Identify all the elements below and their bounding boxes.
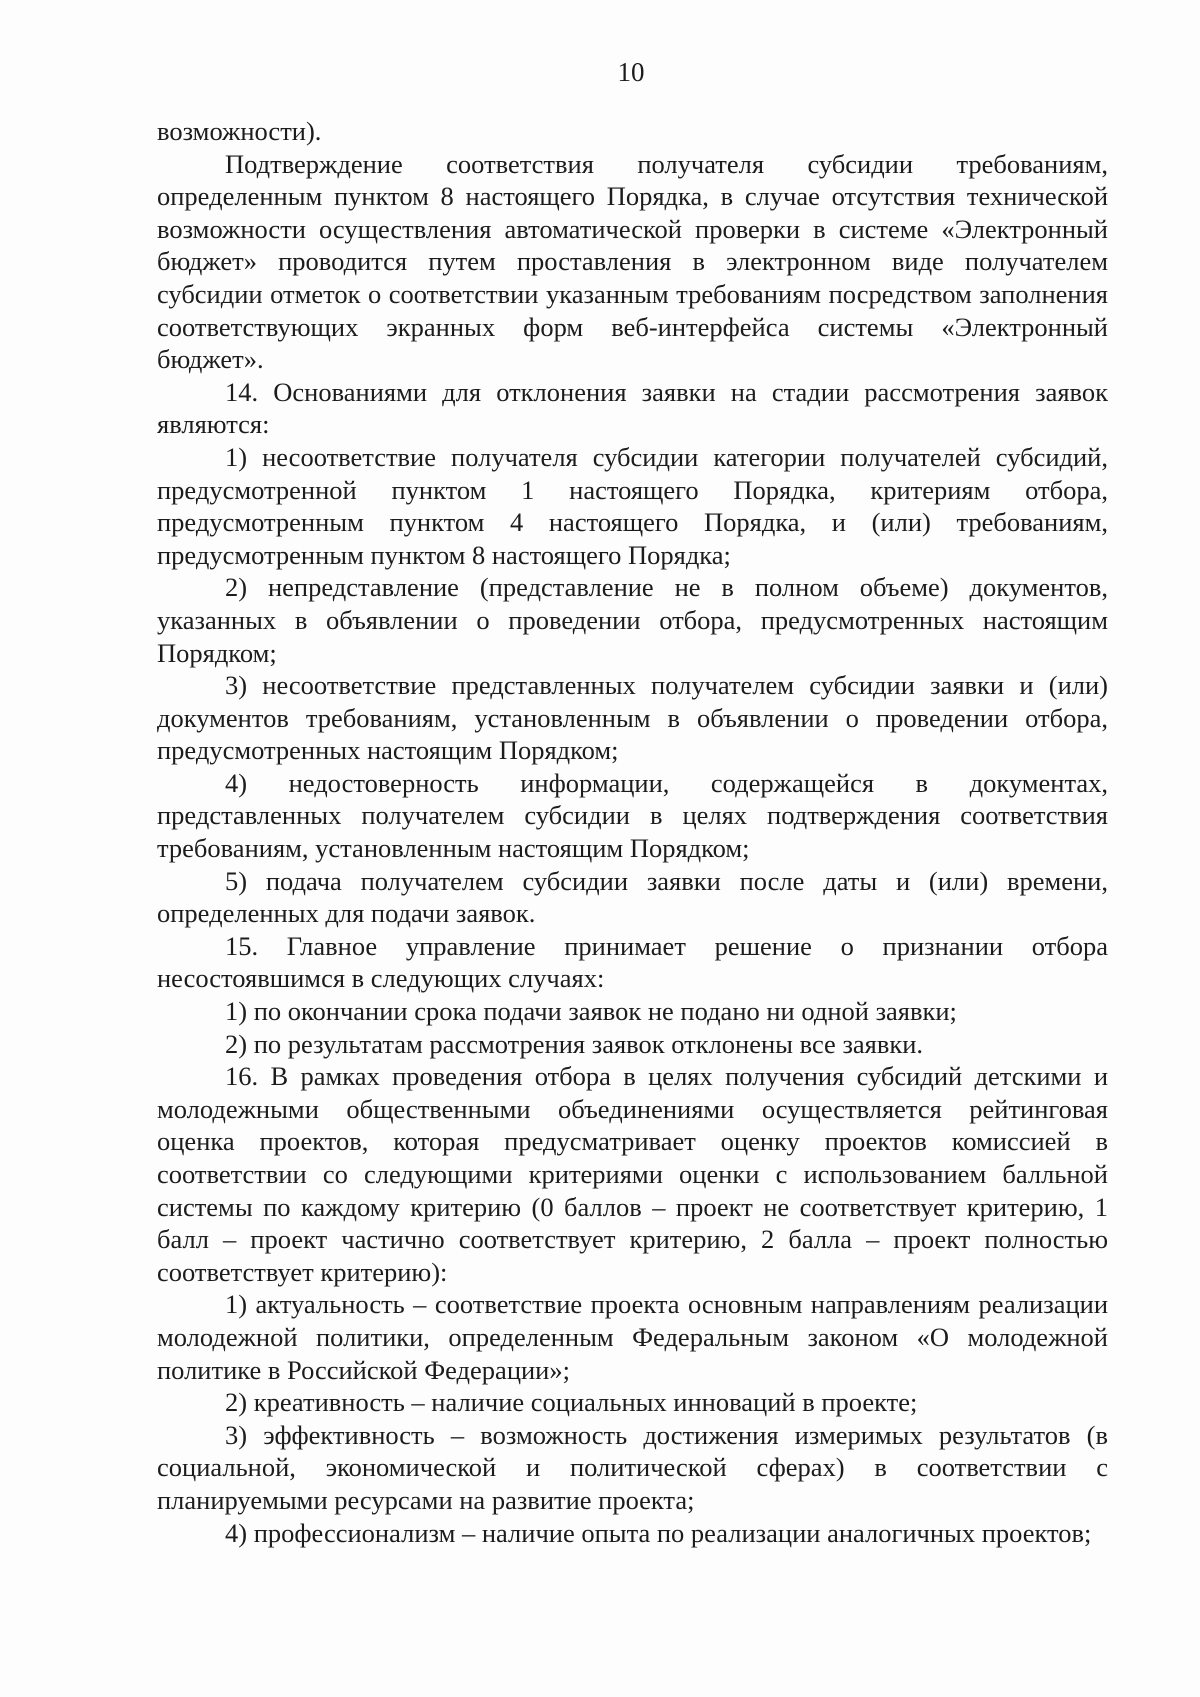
list-item: 2) по результатам рассмотрения заявок отклонены все заявки.: [225, 1028, 924, 1059]
paragraph: Подтверждение соответствия получателя субсидии требованиям, определенным пунктом 8 настоящего Порядка, в случае отсутствия технической возможности осуществления автоматической проверки в системе «Электронный бюджет» проводится путем проставления в электронном виде получателем субсидии отметок о соответствии указанным требованиям посредством заполнения соответствующих экранных форм веб-интерфейса системы «Электронный бюджет».: [157, 148, 1108, 375]
paragraph: 15. Главное управление принимает решение о признании отбора несостоявшимся в следующих случаях:: [157, 930, 1108, 994]
page-number: 10: [617, 57, 645, 87]
list-item: 1) по окончании срока подачи заявок не подано ни одной заявки;: [225, 996, 957, 1027]
paragraph: 16. В рамках проведения отбора в целях получения субсидий детскими и молодежными общественными объединениями осуществляется рейтинговая оценка проектов, которая предусматривает оценку проектов комиссией в соответствии со следующими критериями оценки с использованием балльной системы по каждому критерию (0 баллов – проект не соответствует критерию, 1 балл – проект частично соответствует критерию, 2 балла – проект полностью соответствует критерию):: [157, 1061, 1108, 1287]
list-item: 1) актуальность – соответствие проекта основным направлениям реализации молодежной политики, определенным Федеральным законом «О молодежной политике в Российской Федерации»;: [157, 1289, 1108, 1385]
list-item: 2) креативность – наличие социальных инноваций в проекте;: [225, 1387, 918, 1418]
list-item: 5) подача получателем субсидии заявки после даты и (или) времени, определенных для подачи заявок.: [157, 865, 1108, 929]
list-item: 1) несоответствие получателя субсидии категории получателей субсидий, предусмотренной пунктом 1 настоящего Порядка, критериям отбора, предусмотренным пунктом 4 настоящего Порядка, и (или) требованиям, предусмотренным пунктом 8 настоящего Порядка;: [157, 441, 1108, 570]
list-item: 3) эффективность – возможность достижения измеримых результатов (в социальной, экономической и политической сферах) в соответствии с планируемыми ресурсами на развитие проекта;: [157, 1419, 1108, 1515]
paragraph: 14. Основаниями для отклонения заявки на стадии рассмотрения заявок являются:: [157, 376, 1108, 440]
paragraph: возможности).: [157, 116, 322, 146]
list-item: 3) несоответствие представленных получателем субсидии заявки и (или) документов требованиям, установленным в объявлении о проведении отбора, предусмотренных настоящим Порядком;: [157, 670, 1108, 766]
list-item: 4) недостоверность информации, содержащейся в документах, представленных получателем субсидии в целях подтверждения соответствия требованиям, установленным настоящим Порядком;: [157, 767, 1108, 864]
list-item: 2) непредставление (представление не в полном объеме) документов, указанных в объявлении о проведении отбора, предусмотренных настоящим Порядком;: [157, 572, 1108, 668]
document-body: [157, 115, 1108, 1549]
list-item: 4) профессионализм – наличие опыта по реализации аналогичных проектов;: [225, 1517, 1092, 1548]
